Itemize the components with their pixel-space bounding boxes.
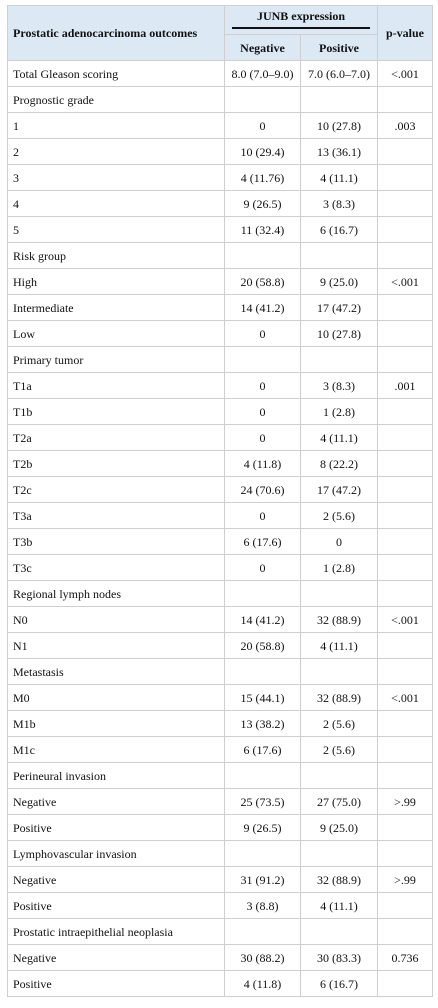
table-row bbox=[8, 633, 433, 659]
row-label: 1 bbox=[8, 113, 225, 139]
row-label: Negative bbox=[8, 867, 225, 893]
p-value: .003 bbox=[378, 113, 433, 139]
row-label: M0 bbox=[8, 685, 225, 711]
table-header bbox=[8, 6, 433, 61]
table-row bbox=[8, 61, 433, 87]
positive-column-header: Positive bbox=[301, 35, 378, 61]
negative-value: 0 bbox=[225, 113, 301, 139]
p-value bbox=[378, 165, 433, 191]
p-value bbox=[378, 555, 433, 581]
p-value bbox=[378, 321, 433, 347]
negative-value bbox=[225, 763, 301, 789]
row-label: 4 bbox=[8, 191, 225, 217]
row-label: Negative bbox=[8, 945, 225, 971]
negative-value: 14 (41.2) bbox=[225, 607, 301, 633]
p-value bbox=[378, 243, 433, 269]
positive-value: 7.0 (6.0–7.0) bbox=[301, 61, 378, 87]
table-row bbox=[8, 399, 433, 425]
row-label: Primary tumor bbox=[8, 347, 225, 373]
table-row bbox=[8, 243, 433, 269]
negative-value bbox=[225, 919, 301, 945]
row-label: M1b bbox=[8, 711, 225, 737]
negative-value: 4 (11.8) bbox=[225, 451, 301, 477]
row-label: Total Gleason scoring bbox=[8, 61, 225, 87]
positive-value: 32 (88.9) bbox=[301, 685, 378, 711]
table-row bbox=[8, 295, 433, 321]
p-value bbox=[378, 711, 433, 737]
p-value bbox=[378, 425, 433, 451]
positive-value: 4 (11.1) bbox=[301, 165, 378, 191]
row-label: Intermediate bbox=[8, 295, 225, 321]
row-label: 5 bbox=[8, 217, 225, 243]
negative-value: 31 (91.2) bbox=[225, 867, 301, 893]
negative-value: 0 bbox=[225, 425, 301, 451]
row-label: Risk group bbox=[8, 243, 225, 269]
positive-value: 17 (47.2) bbox=[301, 477, 378, 503]
negative-value: 10 (29.4) bbox=[225, 139, 301, 165]
table-row bbox=[8, 321, 433, 347]
group-underline bbox=[232, 27, 370, 29]
p-value bbox=[378, 295, 433, 321]
positive-value: 4 (11.1) bbox=[301, 893, 378, 919]
positive-value bbox=[301, 243, 378, 269]
negative-value: 14 (41.2) bbox=[225, 295, 301, 321]
p-value bbox=[378, 841, 433, 867]
p-value-column-header: p-value bbox=[378, 6, 433, 61]
p-value bbox=[378, 399, 433, 425]
negative-value: 4 (11.76) bbox=[225, 165, 301, 191]
positive-value: 1 (2.8) bbox=[301, 555, 378, 581]
table-row bbox=[8, 191, 433, 217]
table-row bbox=[8, 971, 433, 997]
negative-value: 15 (44.1) bbox=[225, 685, 301, 711]
positive-value: 10 (27.8) bbox=[301, 113, 378, 139]
table-row bbox=[8, 607, 433, 633]
negative-value: 25 (73.5) bbox=[225, 789, 301, 815]
row-label: 3 bbox=[8, 165, 225, 191]
p-value bbox=[378, 633, 433, 659]
table-row bbox=[8, 373, 433, 399]
row-label: N0 bbox=[8, 607, 225, 633]
table-row bbox=[8, 711, 433, 737]
table-row bbox=[8, 789, 433, 815]
row-label: T2a bbox=[8, 425, 225, 451]
row-label: T1b bbox=[8, 399, 225, 425]
p-value bbox=[378, 529, 433, 555]
row-label: T2b bbox=[8, 451, 225, 477]
negative-value: 8.0 (7.0–9.0) bbox=[225, 61, 301, 87]
p-value bbox=[378, 815, 433, 841]
p-value bbox=[378, 971, 433, 997]
table-row bbox=[8, 893, 433, 919]
positive-value: 30 (83.3) bbox=[301, 945, 378, 971]
junb-expression-label: JUNB expression bbox=[256, 8, 346, 23]
p-value bbox=[378, 347, 433, 373]
positive-value: 4 (11.1) bbox=[301, 633, 378, 659]
negative-value: 6 (17.6) bbox=[225, 737, 301, 763]
negative-value: 0 bbox=[225, 373, 301, 399]
positive-value: 27 (75.0) bbox=[301, 789, 378, 815]
table-row bbox=[8, 581, 433, 607]
positive-value: 1 (2.8) bbox=[301, 399, 378, 425]
row-label: M1c bbox=[8, 737, 225, 763]
negative-value: 24 (70.6) bbox=[225, 477, 301, 503]
p-value bbox=[378, 191, 433, 217]
negative-value: 3 (8.8) bbox=[225, 893, 301, 919]
outcomes-table bbox=[7, 5, 433, 997]
positive-value: 2 (5.6) bbox=[301, 503, 378, 529]
row-label: N1 bbox=[8, 633, 225, 659]
p-value bbox=[378, 763, 433, 789]
p-value bbox=[378, 87, 433, 113]
p-value: .001 bbox=[378, 373, 433, 399]
negative-value bbox=[225, 347, 301, 373]
table-row bbox=[8, 165, 433, 191]
negative-value bbox=[225, 87, 301, 113]
table-row bbox=[8, 529, 433, 555]
table-row bbox=[8, 737, 433, 763]
row-label: Regional lymph nodes bbox=[8, 581, 225, 607]
row-label: Positive bbox=[8, 971, 225, 997]
negative-value: 0 bbox=[225, 321, 301, 347]
row-label: T3b bbox=[8, 529, 225, 555]
table-body bbox=[8, 61, 433, 997]
p-value bbox=[378, 659, 433, 685]
negative-value: 9 (26.5) bbox=[225, 191, 301, 217]
negative-value: 9 (26.5) bbox=[225, 815, 301, 841]
positive-value: 3 (8.3) bbox=[301, 191, 378, 217]
row-label: High bbox=[8, 269, 225, 295]
positive-value: 8 (22.2) bbox=[301, 451, 378, 477]
row-label: T3a bbox=[8, 503, 225, 529]
positive-value: 0 bbox=[301, 529, 378, 555]
table-row bbox=[8, 763, 433, 789]
p-value bbox=[378, 139, 433, 165]
negative-value: 20 (58.8) bbox=[225, 633, 301, 659]
p-value bbox=[378, 919, 433, 945]
negative-value: 20 (58.8) bbox=[225, 269, 301, 295]
p-value: 0.736 bbox=[378, 945, 433, 971]
row-label: Positive bbox=[8, 815, 225, 841]
row-label: T3c bbox=[8, 555, 225, 581]
positive-value: 4 (11.1) bbox=[301, 425, 378, 451]
negative-value: 0 bbox=[225, 503, 301, 529]
positive-value bbox=[301, 87, 378, 113]
table-row bbox=[8, 87, 433, 113]
positive-value: 17 (47.2) bbox=[301, 295, 378, 321]
table-row bbox=[8, 451, 433, 477]
row-label: Metastasis bbox=[8, 659, 225, 685]
table-row bbox=[8, 555, 433, 581]
row-label: Perineural invasion bbox=[8, 763, 225, 789]
negative-value bbox=[225, 581, 301, 607]
p-value: >.99 bbox=[378, 789, 433, 815]
negative-value: 4 (11.8) bbox=[225, 971, 301, 997]
p-value bbox=[378, 217, 433, 243]
positive-value: 32 (88.9) bbox=[301, 607, 378, 633]
table-row bbox=[8, 113, 433, 139]
table-row bbox=[8, 425, 433, 451]
negative-value: 6 (17.6) bbox=[225, 529, 301, 555]
p-value bbox=[378, 893, 433, 919]
positive-value: 9 (25.0) bbox=[301, 269, 378, 295]
table-row bbox=[8, 685, 433, 711]
table-row bbox=[8, 139, 433, 165]
junb-expression-header bbox=[225, 6, 378, 35]
negative-value bbox=[225, 659, 301, 685]
row-label: T1a bbox=[8, 373, 225, 399]
positive-value bbox=[301, 659, 378, 685]
negative-value: 0 bbox=[225, 555, 301, 581]
positive-value bbox=[301, 347, 378, 373]
row-label: Prognostic grade bbox=[8, 87, 225, 113]
negative-value bbox=[225, 841, 301, 867]
positive-value bbox=[301, 581, 378, 607]
positive-value bbox=[301, 919, 378, 945]
positive-value: 6 (16.7) bbox=[301, 971, 378, 997]
positive-value: 10 (27.8) bbox=[301, 321, 378, 347]
row-label: 2 bbox=[8, 139, 225, 165]
p-value bbox=[378, 737, 433, 763]
positive-value: 2 (5.6) bbox=[301, 737, 378, 763]
table-row bbox=[8, 347, 433, 373]
p-value bbox=[378, 581, 433, 607]
positive-value: 2 (5.6) bbox=[301, 711, 378, 737]
negative-value bbox=[225, 243, 301, 269]
p-value: <.001 bbox=[378, 607, 433, 633]
table-row bbox=[8, 477, 433, 503]
positive-value: 13 (36.1) bbox=[301, 139, 378, 165]
negative-column-header: Negative bbox=[225, 35, 301, 61]
table-row bbox=[8, 659, 433, 685]
row-label: Negative bbox=[8, 789, 225, 815]
row-label: Low bbox=[8, 321, 225, 347]
positive-value bbox=[301, 763, 378, 789]
negative-value: 13 (38.2) bbox=[225, 711, 301, 737]
p-value: <.001 bbox=[378, 61, 433, 87]
p-value: <.001 bbox=[378, 685, 433, 711]
negative-value: 11 (32.4) bbox=[225, 217, 301, 243]
header-row-top bbox=[8, 6, 433, 35]
p-value bbox=[378, 451, 433, 477]
negative-value: 0 bbox=[225, 399, 301, 425]
table-row bbox=[8, 503, 433, 529]
table-row bbox=[8, 867, 433, 893]
p-value: <.001 bbox=[378, 269, 433, 295]
row-label: T2c bbox=[8, 477, 225, 503]
positive-value: 9 (25.0) bbox=[301, 815, 378, 841]
row-label: Prostatic intraepithelial neoplasia bbox=[8, 919, 225, 945]
table-row bbox=[8, 919, 433, 945]
p-value: >.99 bbox=[378, 867, 433, 893]
positive-value: 3 (8.3) bbox=[301, 373, 378, 399]
outcome-column-header: Prostatic adenocarcinoma outcomes bbox=[8, 6, 225, 61]
table-row bbox=[8, 841, 433, 867]
table-row bbox=[8, 815, 433, 841]
table-row bbox=[8, 217, 433, 243]
positive-value: 6 (16.7) bbox=[301, 217, 378, 243]
table-row bbox=[8, 945, 433, 971]
table-row bbox=[8, 269, 433, 295]
row-label: Lymphovascular invasion bbox=[8, 841, 225, 867]
positive-value: 32 (88.9) bbox=[301, 867, 378, 893]
positive-value bbox=[301, 841, 378, 867]
negative-value: 30 (88.2) bbox=[225, 945, 301, 971]
p-value bbox=[378, 477, 433, 503]
p-value bbox=[378, 503, 433, 529]
row-label: Positive bbox=[8, 893, 225, 919]
